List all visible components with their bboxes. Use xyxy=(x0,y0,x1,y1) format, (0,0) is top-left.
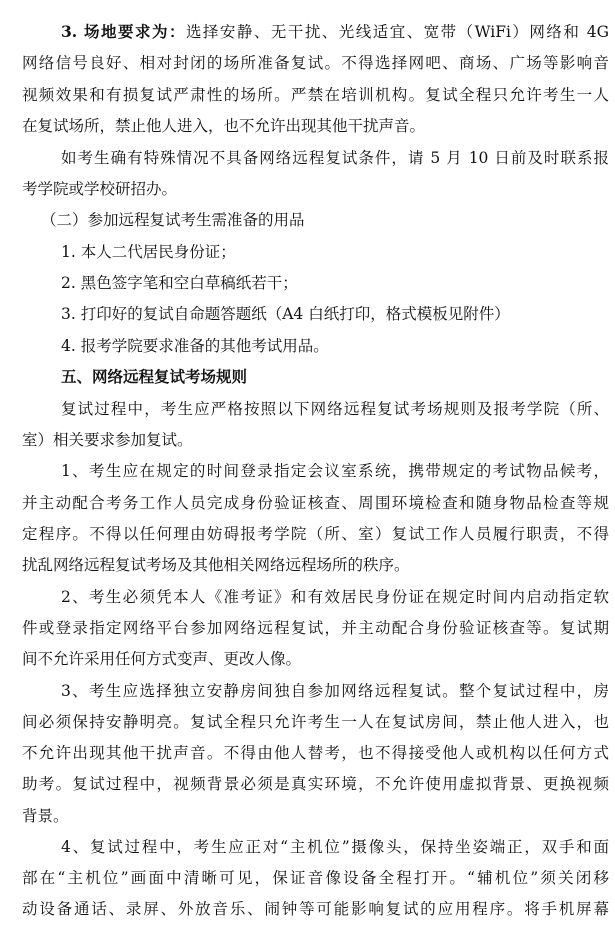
item-1: 1. 本人二代居民身份证； xyxy=(61,243,236,261)
section3-line2: 网络信号良好、相对封闭的场所准备复试。不得选择网吧、商场、广场等影响音 xyxy=(22,54,609,72)
rule3-line5: 背景。 xyxy=(22,807,69,825)
item-4: 4. 报考学院要求准备的其他考试用品。 xyxy=(61,337,329,355)
items-heading: （二）参加远程复试考生需准备的用品 xyxy=(41,211,305,229)
item-3: 3. 打印好的复试自命题答题纸（A4 白纸打印，格式模板见附件） xyxy=(61,305,510,323)
rule3-line1: 3、考生应选择独立安静房间独自参加网络远程复试。整个复试过程中，房 xyxy=(61,682,609,700)
rule1-line3: 定程序。不得以任何理由妨碍报考学院（所、室）复试工作人员履行职责，不得 xyxy=(22,525,609,543)
rule4-line3: 动设备通话、录屏、外放音乐、闹钟等可能影响复试的应用程序。将手机屏幕 xyxy=(22,900,609,918)
rule1-line2: 并主动配合考务工作人员完成身份验证核查、周围环境检查和随身物品检查等规 xyxy=(22,494,609,512)
rule3-line2: 间必须保持安静明亮。复试全程只允许考生一人在复试房间，禁止他人进入，也 xyxy=(22,713,609,731)
rule4-line2: 部在“主机位”画面中清晰可见，保证音像设备全程打开。“辅机位”须关闭移 xyxy=(22,869,609,887)
rules-heading: 五、网络远程复试考场规则 xyxy=(61,368,248,386)
section3-line3: 视频效果和有损复试严肃性的场所。严禁在培训机构。复试全程只允许考生一人 xyxy=(22,86,609,104)
rule2-line2: 件或登录指定网络平台参加网络远程复试，并主动配合身份验证核查等。复试期 xyxy=(22,619,609,637)
rule2-line3: 间不允许采用任何方式变声、更改人像。 xyxy=(22,650,302,668)
item-2: 2. 黑色签字笔和空白草稿纸若干； xyxy=(61,274,298,292)
rules-intro-line1: 复试过程中，考生应严格按照以下网络远程复试考场规则及报考学院（所、 xyxy=(61,400,609,418)
rule3-line4: 助考。复试过程中，视频背景必须是真实环境，不允许使用虚拟背景、更换视频 xyxy=(22,775,609,793)
rule4-line1: 4、复试过程中，考生应正对“主机位”摄像头，保持坐姿端正，双手和面 xyxy=(61,838,609,856)
rule1-line4: 扰乱网络远程复试考场及其他相关网络远程场所的秩序。 xyxy=(22,556,410,574)
section3-text: 选择安静、无干扰、光线适宜、宽带（WiFi）网络和 4G xyxy=(185,23,609,41)
special-line2: 考学院或学校研招办。 xyxy=(22,180,178,198)
special-line1: 如考生确有特殊情况不具备网络远程复试条件，请 5 月 10 日前及时联系报 xyxy=(61,149,609,167)
rule2-line1: 2、考生必须凭本人《准考证》和有效居民身份证在规定时间内启动指定软 xyxy=(61,588,609,606)
section3-label: 3. 场地要求为： xyxy=(61,22,186,41)
section3-line4: 在复试场所，禁止他人进入，也不允许出现其他干扰声音。 xyxy=(22,117,426,135)
rule3-line3: 不允许出现其他干扰声音。不得由他人替考，也不得接受他人或机构以任何方式 xyxy=(22,744,609,762)
section3-line1 xyxy=(61,22,609,42)
rule1-line1: 1、考生应在规定的时间登录指定会议室系统，携带规定的考试物品候考， xyxy=(61,462,609,480)
rules-intro-line2: 室）相关要求参加复试。 xyxy=(22,431,193,449)
